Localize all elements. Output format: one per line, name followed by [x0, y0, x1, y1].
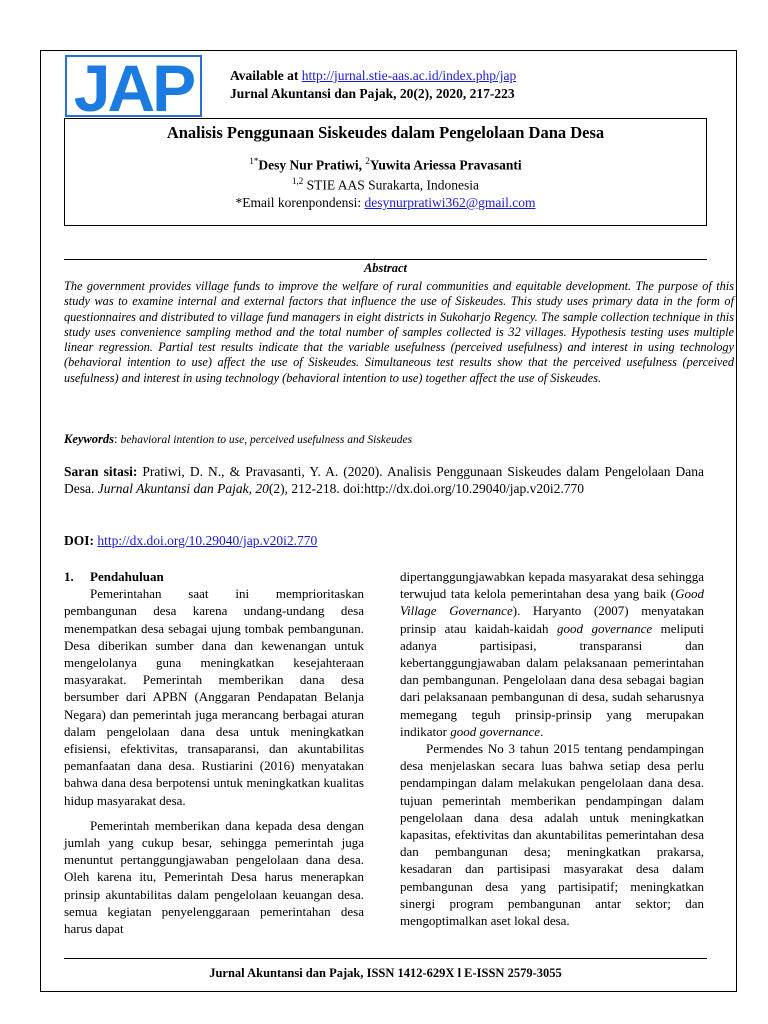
author2-sup: 2	[365, 156, 370, 166]
author1-sup: 1*	[249, 156, 259, 166]
journal-line: Jurnal Akuntansi dan Pajak, 20(2), 2020, 217-223	[230, 86, 515, 101]
abstract-heading: Abstract	[363, 261, 408, 275]
left-paragraph-1: Pemerintahan saat ini memprioritaskan pembangunan desa karena undang-undang desa menempatkan desa sebagai ujung tombak pembangunan. Desa diberikan sumber dana dan kewenangan untuk mengelolanya guna meningkatkan kesejahteraan masyarakat. Pemerintah memberikan dana desa bersumber dari APBN (Anggaran Pendapatan Belanja Negara) dan pemerintah juga merancang berbagai aturan dalam pengelolaan dana desa untuk meningkatkan efisiensi, efektivitas, transaparansi, dan akuntabilitas pemanfaatan dana desa. Rustiarini (2016) menyatakan bahwa dana desa berpotensi untuk meningkatkan kualitas hidup masyarakat desa.	[64, 586, 364, 808]
citation-text1: Pratiwi, D. N., & Pravasanti, Y. A. (2020). Analisis Penggunaan Siskeudes dalam Pengelolaan Dana Desa.	[64, 464, 705, 496]
citation-label: Saran sitasi:	[64, 464, 138, 479]
section-title: Pendahuluan	[90, 569, 164, 584]
affiliation-text: STIE AAS Surakarta, Indonesia	[303, 177, 480, 192]
available-label: Available at	[230, 68, 302, 83]
citation-journal: Jurnal Akuntansi dan Pajak, 20	[97, 481, 269, 496]
citation	[64, 463, 704, 497]
right-p1-part-b: ). Haryanto (2007) menyatakan prinsip atau kaidah-kaidah	[400, 603, 704, 636]
abstract-rule	[64, 259, 707, 260]
right-p1-part-a: dipertanggungjawabkan kepada masyarakat desa sehingga terwujud tata kelola pemerintahan desa yang baik (	[400, 569, 704, 602]
logo-text: JAP	[73, 51, 194, 125]
availability-line	[230, 68, 516, 84]
page-footer: Jurnal Akuntansi dan Pajak, ISSN 1412-629X l E-ISSN 2579-3055	[209, 966, 562, 980]
section-number: 1.	[64, 569, 74, 584]
journal-url-link[interactable]: http://jurnal.stie-aas.ac.id/index.php/jap	[301, 68, 517, 83]
left-column	[64, 568, 364, 937]
email-link[interactable]: desynurpratiwi362@gmail.com	[364, 195, 536, 210]
keywords	[64, 432, 412, 447]
footer-rule	[64, 958, 707, 959]
email-line	[65, 195, 706, 211]
keywords-value: behavioral intention to use, perceived usefulness and Siskeudes	[120, 434, 413, 446]
right-p1-part-d: .	[540, 723, 544, 739]
title-box	[64, 118, 707, 226]
affiliation-sup: 1,2	[291, 175, 304, 186]
right-paragraph-1	[400, 568, 704, 740]
citation-text2: (2), 212-218. doi:http://dx.doi.org/10.29040/jap.v20i2.770	[268, 481, 584, 496]
paper-title: Analisis Penggunaan Siskeudes dalam Pengelolaan Dana Desa	[166, 123, 605, 142]
doi-link[interactable]: http://dx.doi.org/10.29040/jap.v20i2.770	[97, 533, 318, 548]
abstract-text: The government provides village funds to improve the welfare of rural communities and equitable development. The purpose of this study was to examine internal and external factors that influence the use of Siskeudes. This study uses primary data in the form of questionnaires and distributed to village fund managers in eight districts in Sukoharjo Regency. The sample collection technique in this study uses convenience sampling method and the total number of samples collected is 32 villages. Hypothesis testing uses multiple linear regression. Partial test results indicate that the variable usefulness (perceived usefulness) and interest in using technology (behavioral intention to use) affect the use of Siskeudes. Simultaneous test results show that the perceived usefulness (perceived usefulness) and interest in using technology (behavioral intention to use) together affect the use of Siskeudes.	[64, 279, 734, 385]
journal-logo	[65, 51, 202, 125]
left-paragraph-2: Pemerintah memberikan dana kepada desa dengan jumlah yang cukup besar, sehingga pemerintah juga menuntut pertanggungjawaban pengelolaan dana desa. Oleh karena itu, Pemerintah Desa harus menerapkan prinsip akuntabilitas dalam pengelolaan keuangan desa. semua kegiatan penyelenggaraan pemerintahan desa harus dapat	[64, 817, 364, 937]
doi-line	[64, 533, 317, 549]
email-label: *Email korenpondensi:	[235, 195, 365, 210]
keywords-sep: :	[114, 432, 121, 446]
affiliation	[65, 176, 706, 194]
author-list: $^{1*}$Desy Nur Pratiwi, $^2$Yuwita Ariessa Pravasanti	[249, 156, 522, 173]
right-column	[400, 568, 704, 929]
author2: Yuwita Ariessa Pravasanti	[369, 157, 522, 173]
keywords-label: Keywords	[64, 432, 114, 446]
section-heading	[64, 568, 364, 585]
author1: Desy Nur Pratiwi	[258, 157, 359, 173]
right-p1-em3: good governance	[450, 723, 541, 739]
right-p1-part-c: meliputi adanya partisipasi, transparansi dan kebertanggungjawaban dalam pelaksanaan pemerintahan dan pembangunan. Pengelolaan dana desa sebagai bagian dari pelaksanaan pembangunan di desa, sudah seharusnya memegang teguh prinsip-prinsip yang merupakan indikator	[400, 620, 704, 739]
doi-label: DOI:	[64, 533, 94, 548]
right-p1-em1: Good Village Governance	[400, 586, 704, 619]
right-paragraph-2: Permendes No 3 tahun 2015 tentang pendampingan desa menjelaskan secara luas bahwa setiap desa perlu pendampingan dalam melakukan pengelolaan dana desa. tujuan pemerintah memberikan pendampingan dalam pengelolaan dana desa adalah untuk meningkatkan kapasitas, efektivitas dan akuntabilitas pemerintahan desa dan pembangunan desa; meningkatkan prakarsa, kesadaran dan partisipasi masyarakat desa dalam pembangunan desa yang partisipatif; meningkatkan sinergi program pembangunan antar sektor; dan mengoptimalkan aset lokal desa.	[400, 741, 704, 929]
right-p1-em2: good governance	[556, 620, 653, 636]
